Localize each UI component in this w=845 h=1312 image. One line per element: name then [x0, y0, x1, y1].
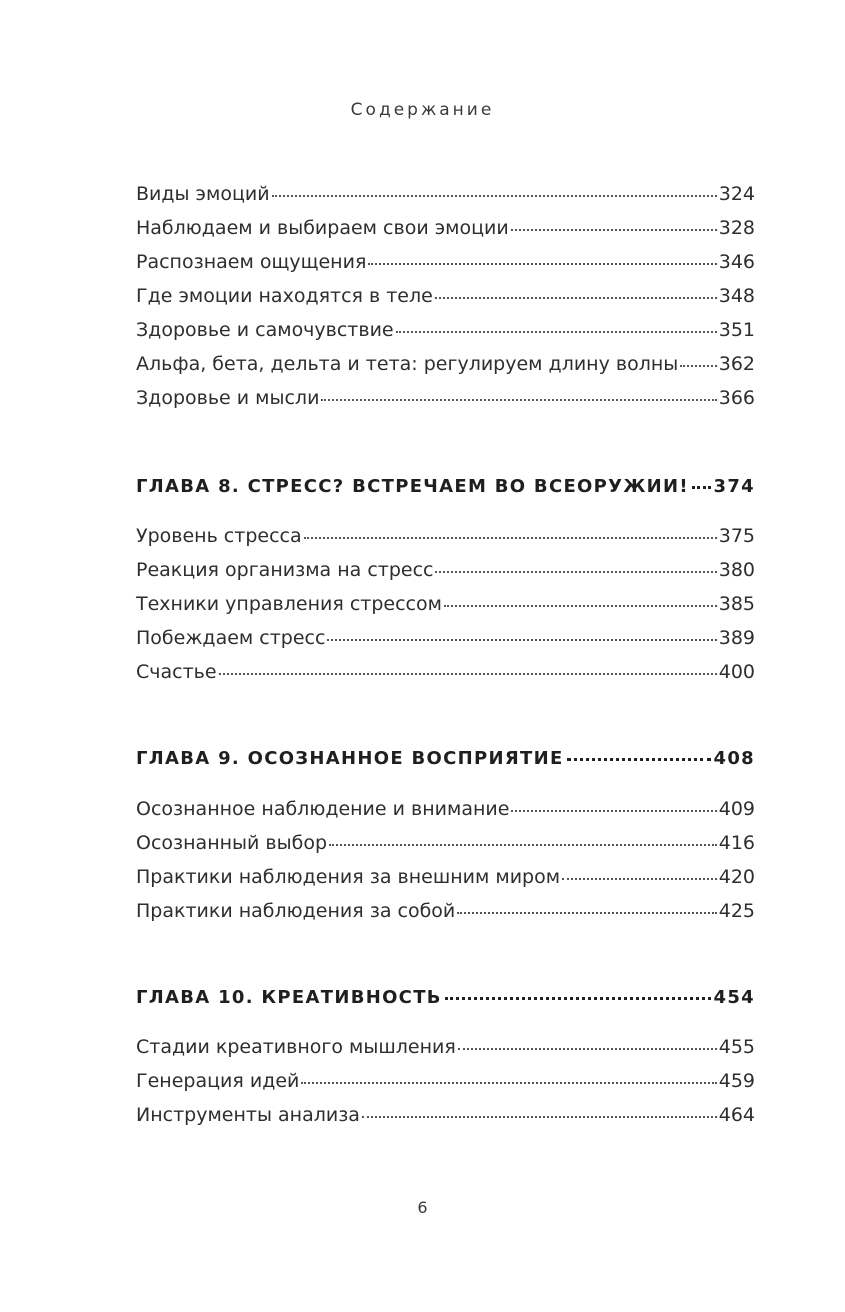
toc-entry[interactable] — [136, 211, 755, 245]
toc-chapter-8 — [136, 470, 755, 504]
leader-dots — [435, 278, 717, 299]
leader-dots — [692, 468, 711, 489]
toc-entry[interactable] — [136, 1064, 755, 1098]
toc-entry-page: 420 — [718, 866, 755, 888]
toc-entry-title: Осознанное наблюдение и внимание — [136, 798, 510, 820]
toc-entry-title: Реакция организма на стресс — [136, 559, 434, 581]
toc-entry-page: 459 — [718, 1070, 755, 1092]
toc-entry[interactable] — [136, 826, 755, 860]
chapter-page: 408 — [713, 748, 755, 769]
toc-entry[interactable] — [136, 655, 755, 689]
toc-entry-title: Практики наблюдения за собой — [136, 900, 456, 922]
toc-entry-title: Практики наблюдения за внешним миром — [136, 866, 561, 888]
toc-entry-page: 348 — [718, 285, 755, 307]
toc-entry[interactable] — [136, 177, 755, 211]
leader-dots — [304, 518, 717, 539]
toc-entry-page: 389 — [718, 627, 755, 649]
toc-entry-title: Распознаем ощущения — [136, 251, 367, 273]
toc-entry[interactable] — [136, 587, 755, 621]
chapter-page: 374 — [713, 476, 755, 497]
leader-dots — [327, 620, 716, 641]
leader-dots — [445, 979, 711, 1000]
leader-dots — [567, 740, 711, 761]
chapter-heading[interactable] — [136, 470, 755, 504]
toc-section-emotions — [136, 177, 755, 415]
toc-entry-title: Виды эмоций — [136, 183, 270, 205]
leader-dots — [511, 210, 717, 231]
toc-entry-title: Здоровье и мысли — [136, 387, 320, 409]
chapter-heading[interactable] — [136, 742, 755, 776]
toc-entry[interactable] — [136, 313, 755, 347]
toc-entry-title: Инструменты анализа — [136, 1104, 360, 1126]
chapter-title: ГЛАВА 10. КРЕАТИВНОСТЬ — [136, 987, 442, 1008]
toc-entry-title: Уровень стресса — [136, 525, 302, 547]
toc-entry-page: 346 — [718, 251, 755, 273]
toc-entry-page: 385 — [718, 593, 755, 615]
leader-dots — [435, 552, 716, 573]
running-head: Содержание — [350, 100, 495, 120]
leader-dots — [368, 244, 716, 265]
toc-entry[interactable] — [136, 381, 755, 415]
toc-entry-title: Стадии креативного мышления — [136, 1036, 456, 1058]
toc-chapter-9 — [136, 742, 755, 776]
toc-entry-page: 380 — [718, 559, 755, 581]
leader-dots — [444, 586, 717, 607]
leader-dots — [301, 1063, 716, 1084]
toc-entry-title: Техники управления стрессом — [136, 593, 442, 615]
chapter-heading[interactable] — [136, 981, 755, 1015]
toc-entry-page: 425 — [718, 900, 755, 922]
toc-entry-page: 409 — [718, 798, 755, 820]
leader-dots — [458, 1029, 717, 1050]
toc-entry-page: 328 — [718, 217, 755, 239]
leader-dots — [457, 893, 716, 914]
toc-chapter-10-entries — [136, 1030, 755, 1132]
toc-entry-title: Наблюдаем и выбираем свои эмоции — [136, 217, 509, 239]
page-number: 6 — [417, 1198, 428, 1217]
toc-entry[interactable] — [136, 245, 755, 279]
toc-chapter-8-entries — [136, 519, 755, 689]
toc-entry-title: Осознанный выбор — [136, 832, 328, 854]
toc-entry-page: 375 — [718, 525, 755, 547]
toc-entry-page: 351 — [718, 319, 755, 341]
toc-entry-title: Генерация идей — [136, 1070, 300, 1092]
toc-entry-page: 362 — [718, 353, 755, 375]
toc-entry[interactable] — [136, 894, 755, 928]
leader-dots — [396, 312, 717, 333]
toc-entry-title: Побеждаем стресс — [136, 627, 326, 649]
leader-dots — [680, 346, 716, 367]
toc-entry-title: Где эмоции находятся в теле — [136, 285, 433, 307]
leader-dots — [219, 654, 717, 675]
toc-entry-page: 324 — [718, 183, 755, 205]
toc-entry-title: Альфа, бета, дельта и тета: регулируем длину волны — [136, 353, 679, 375]
leader-dots — [362, 1097, 717, 1118]
toc-entry[interactable] — [136, 519, 755, 553]
toc-entry[interactable] — [136, 347, 755, 381]
toc-entry-page: 455 — [718, 1036, 755, 1058]
leader-dots — [329, 825, 717, 846]
toc-entry-title: Счастье — [136, 661, 217, 683]
toc-entry[interactable] — [136, 279, 755, 313]
toc-entry-page: 400 — [718, 661, 755, 683]
toc-chapter-10 — [136, 981, 755, 1015]
toc-entry[interactable] — [136, 1098, 755, 1132]
toc-chapter-9-entries — [136, 792, 755, 928]
leader-dots — [562, 859, 717, 880]
chapter-title: ГЛАВА 9. ОСОЗНАННОЕ ВОСПРИЯТИЕ — [136, 748, 564, 769]
toc-entry[interactable] — [136, 1030, 755, 1064]
toc-entry[interactable] — [136, 792, 755, 826]
leader-dots — [511, 791, 716, 812]
toc-entry-title: Здоровье и самочувствие — [136, 319, 394, 341]
toc-entry[interactable] — [136, 860, 755, 894]
toc-entry[interactable] — [136, 621, 755, 655]
leader-dots — [272, 176, 717, 197]
toc-entry-page: 416 — [718, 832, 755, 854]
toc-entry-page: 366 — [718, 387, 755, 409]
chapter-page: 454 — [713, 987, 755, 1008]
toc-entry[interactable] — [136, 553, 755, 587]
chapter-title: ГЛАВА 8. СТРЕСС? ВСТРЕЧАЕМ ВО ВСЕОРУЖИИ! — [136, 476, 689, 497]
toc-entry-page: 464 — [718, 1104, 755, 1126]
leader-dots — [321, 380, 716, 401]
